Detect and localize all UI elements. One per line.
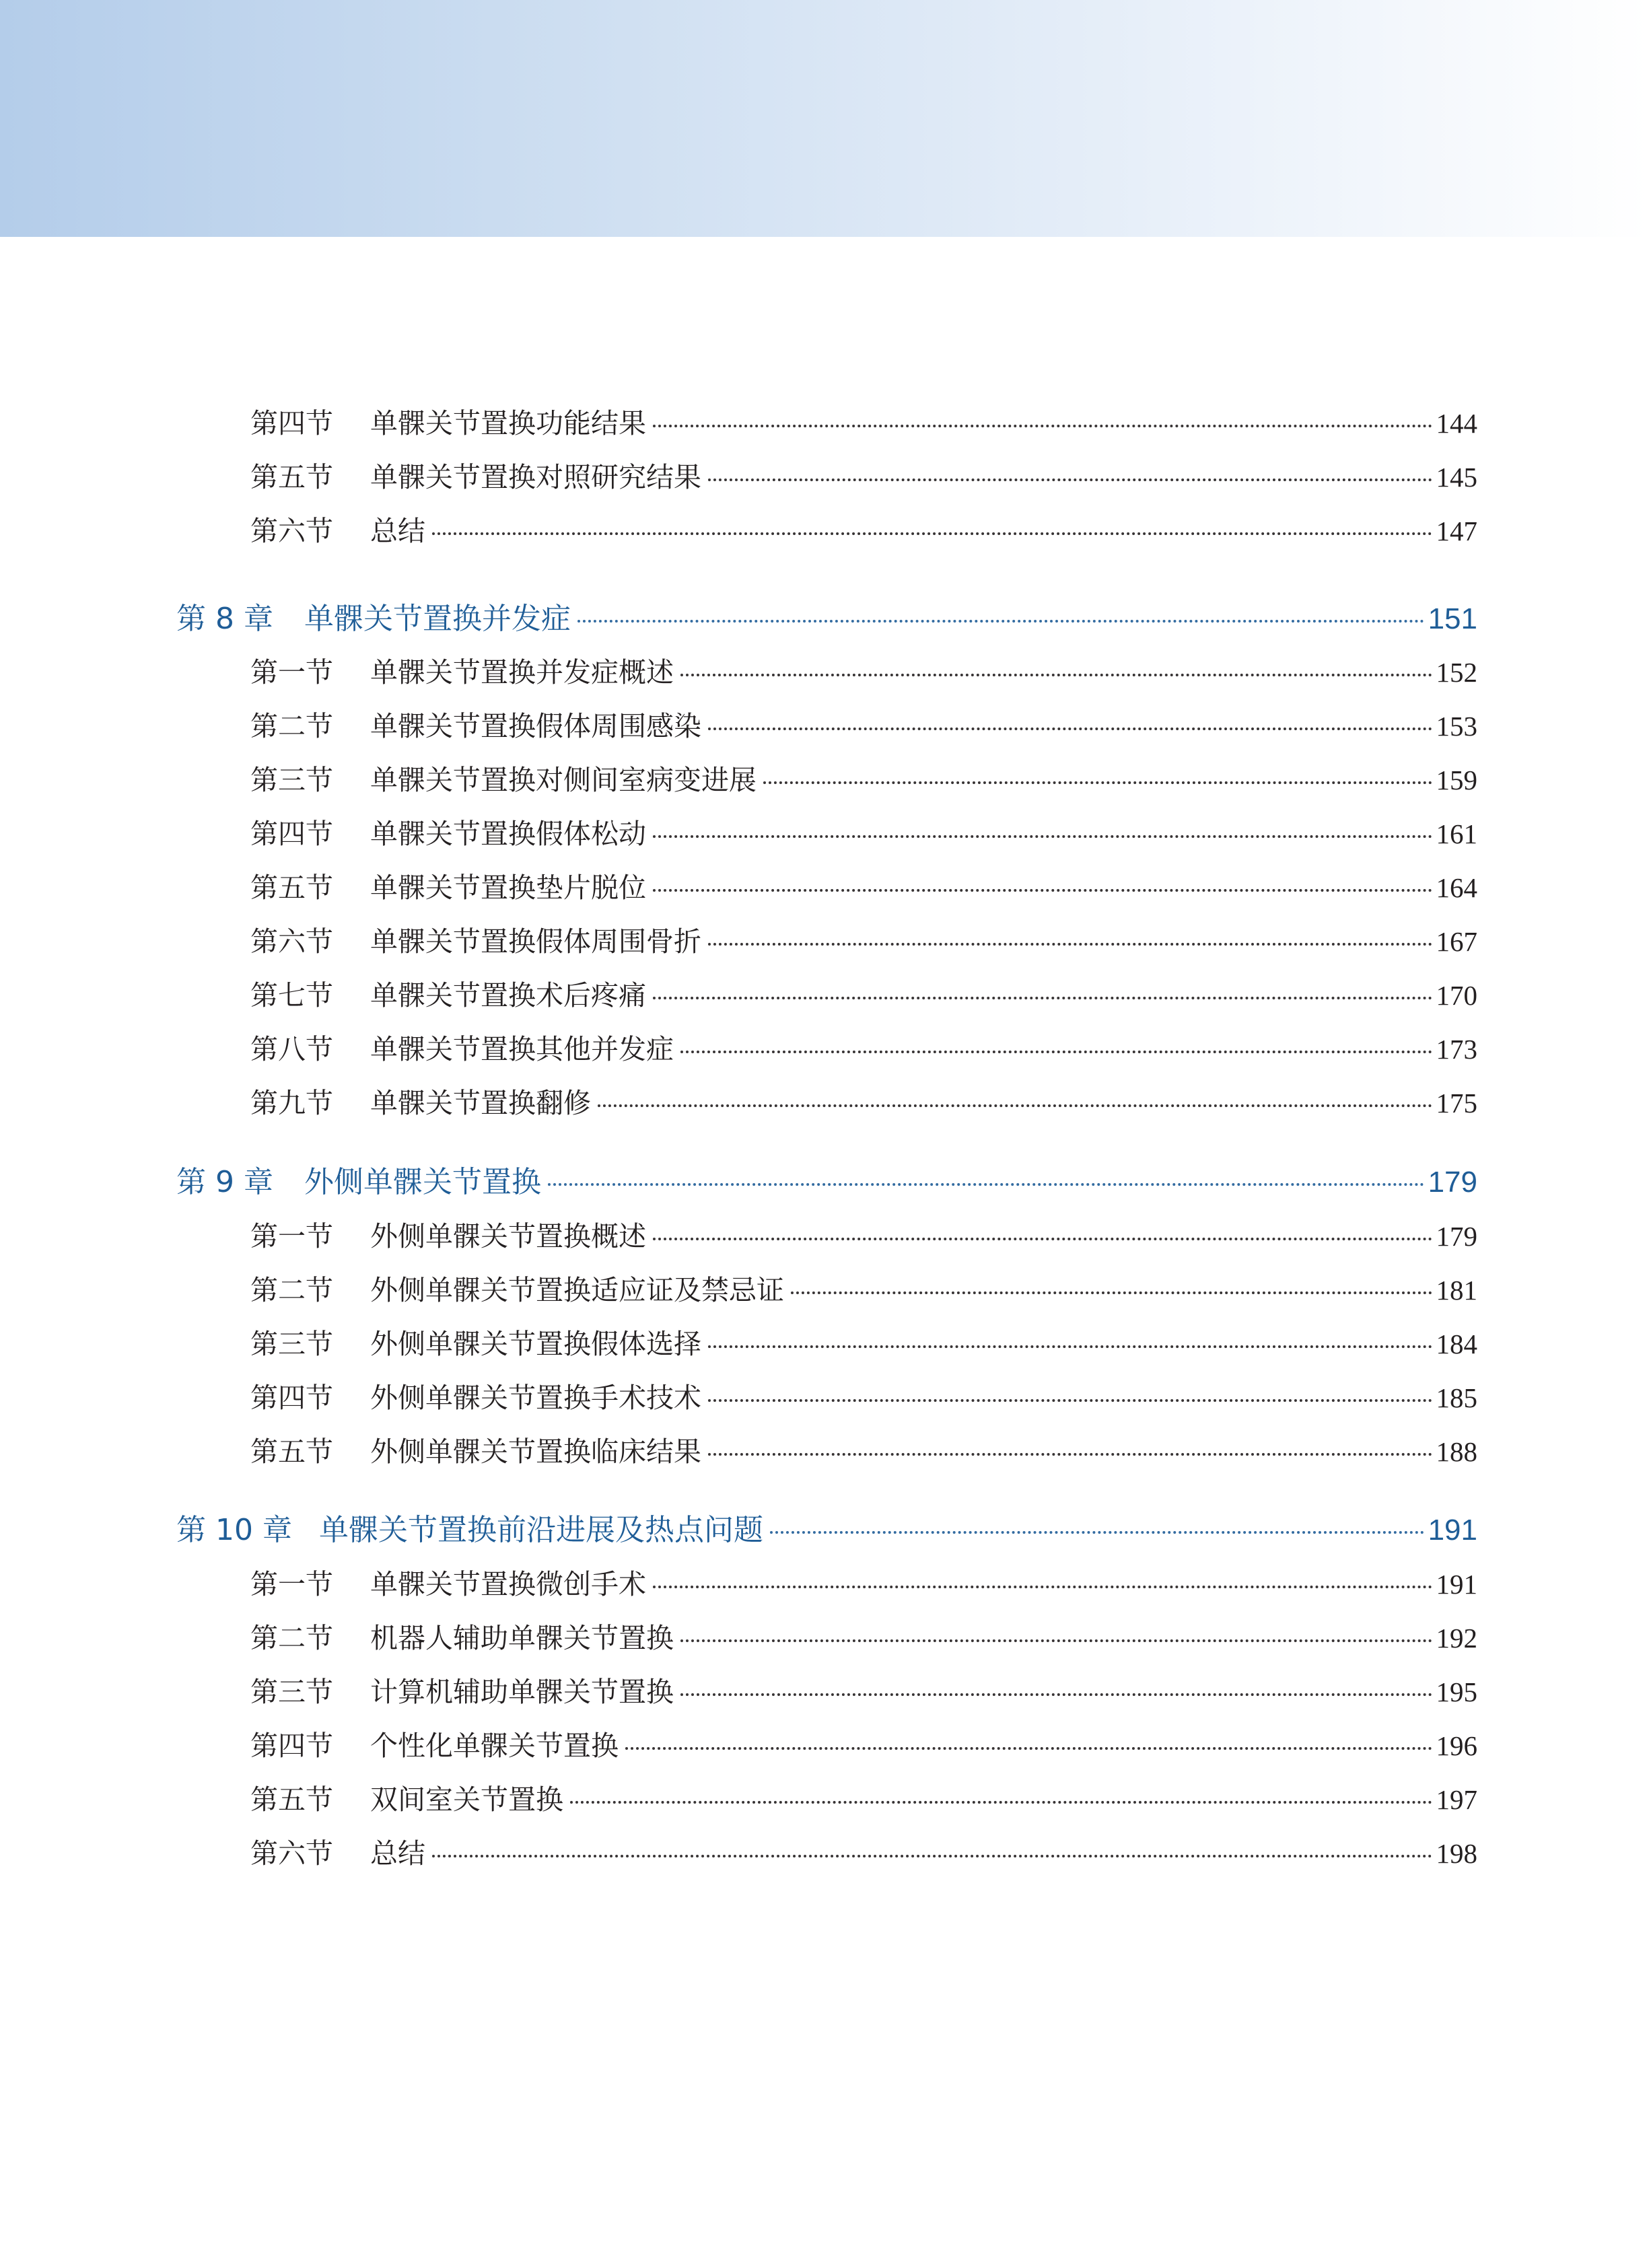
section-title: 单髁关节置换翻修: [370, 1087, 591, 1119]
section-number: 第一节: [250, 1568, 333, 1600]
toc-entry-ch8-sec6[interactable]: [250, 919, 1477, 959]
page-number: 151: [1428, 602, 1477, 635]
section-number: 第五节: [250, 461, 333, 493]
dot-leader: [680, 674, 1432, 676]
dot-leader: [570, 1801, 1432, 1804]
dot-leader: [653, 835, 1432, 838]
section-title: 总结: [370, 515, 425, 547]
toc-entry-chapter-9[interactable]: [176, 1158, 1477, 1201]
page-number: 197: [1436, 1784, 1477, 1815]
chapter-title: 单髁关节置换并发症: [304, 602, 571, 636]
toc-entry-ch9-sec5[interactable]: [250, 1429, 1477, 1469]
dot-leader: [791, 1291, 1432, 1294]
page-number: 164: [1436, 872, 1477, 903]
chapter-number: 第 8 章: [176, 602, 273, 636]
toc-entry-ch10-sec6[interactable]: [250, 1831, 1477, 1871]
dot-leader: [598, 1104, 1432, 1107]
section-title: 双间室关节置换: [370, 1783, 563, 1816]
page-number: 191: [1436, 1569, 1477, 1600]
dot-leader: [680, 1693, 1432, 1696]
section-number: 第二节: [250, 1622, 333, 1654]
dot-leader: [432, 532, 1432, 535]
section-number: 第五节: [250, 1783, 333, 1816]
page-number: 192: [1436, 1623, 1477, 1654]
dot-leader: [653, 1586, 1432, 1588]
page-number: 181: [1436, 1275, 1477, 1306]
dot-leader: [708, 479, 1432, 481]
section-number: 第六节: [250, 515, 333, 547]
dot-leader: [680, 1051, 1432, 1053]
section-title: 外侧单髁关节置换假体选择: [370, 1328, 701, 1360]
dot-leader: [653, 889, 1432, 892]
section-number: 第七节: [250, 979, 333, 1012]
dot-leader: [708, 728, 1432, 730]
section-title: 外侧单髁关节置换适应证及禁忌证: [370, 1274, 784, 1306]
page-number: 145: [1436, 462, 1477, 493]
toc-entry-ch10-sec4[interactable]: [250, 1724, 1477, 1763]
toc-entry-ch8-sec1[interactable]: [250, 650, 1477, 690]
page-number: 147: [1436, 516, 1477, 546]
dot-leader: [625, 1747, 1432, 1750]
section-title: 外侧单髁关节置换临床结果: [370, 1436, 701, 1468]
dot-leader: [708, 943, 1432, 946]
toc-entry-ch8-sec7[interactable]: [250, 973, 1477, 1013]
page-number: 184: [1436, 1328, 1477, 1359]
section-number: 第一节: [250, 1220, 333, 1252]
section-number: 第二节: [250, 1274, 333, 1306]
toc-entry-ch10-sec3[interactable]: [250, 1670, 1477, 1709]
page-number: 185: [1436, 1382, 1477, 1413]
toc-entry-ch10-sec5[interactable]: [250, 1777, 1477, 1817]
page-number: 179: [1428, 1166, 1477, 1199]
toc-entry-ch9-sec1[interactable]: [250, 1214, 1477, 1254]
page-number: 179: [1436, 1221, 1477, 1252]
section-title: 外侧单髁关节置换手术技术: [370, 1382, 701, 1414]
section-number: 第二节: [250, 710, 333, 742]
page-number: 170: [1436, 980, 1477, 1011]
page-number: 188: [1436, 1436, 1477, 1467]
page-number: 152: [1436, 657, 1477, 688]
dot-leader: [708, 1345, 1432, 1348]
toc-entry-ch10-sec1[interactable]: [250, 1562, 1477, 1602]
section-title: 单髁关节置换术后疼痛: [370, 979, 646, 1012]
dot-leader: [548, 1183, 1424, 1186]
dot-leader: [708, 1453, 1432, 1456]
section-title: 单髁关节置换假体周围骨折: [370, 925, 701, 958]
section-title: 机器人辅助单髁关节置换: [370, 1622, 674, 1654]
toc-entry-ch7-sec4[interactable]: [250, 401, 1477, 441]
section-number: 第五节: [250, 872, 333, 904]
section-number: 第三节: [250, 1328, 333, 1360]
page-number: 144: [1436, 408, 1477, 439]
dot-leader: [432, 1855, 1432, 1857]
page-number: 196: [1436, 1730, 1477, 1761]
page-number: 195: [1436, 1676, 1477, 1707]
toc-entry-ch9-sec3[interactable]: [250, 1322, 1477, 1361]
dot-leader: [653, 1238, 1432, 1240]
section-number: 第四节: [250, 1730, 333, 1762]
toc-entry-chapter-8[interactable]: [176, 594, 1477, 637]
section-number: 第四节: [250, 1382, 333, 1414]
toc-entry-chapter-10[interactable]: [176, 1505, 1477, 1549]
toc-entry-ch8-sec2[interactable]: [250, 704, 1477, 744]
page-number: 198: [1436, 1838, 1477, 1869]
page-number: 167: [1436, 926, 1477, 957]
chapter-number: 第 9 章: [176, 1165, 273, 1199]
dot-leader: [577, 620, 1424, 623]
section-title: 个性化单髁关节置换: [370, 1730, 619, 1762]
page-number: 153: [1436, 711, 1477, 742]
toc-entry-ch9-sec2[interactable]: [250, 1268, 1477, 1308]
section-title: 单髁关节置换对照研究结果: [370, 461, 701, 493]
toc-entry-ch8-sec9[interactable]: [250, 1081, 1477, 1121]
dot-leader: [708, 1399, 1432, 1402]
chapter-number: 第 10 章: [176, 1513, 292, 1547]
page-number: 159: [1436, 765, 1477, 795]
section-title: 总结: [370, 1837, 425, 1870]
section-title: 单髁关节置换假体松动: [370, 818, 646, 850]
section-title: 计算机辅助单髁关节置换: [370, 1676, 674, 1708]
section-number: 第四节: [250, 407, 333, 439]
dot-leader: [653, 997, 1432, 999]
toc-entry-ch8-sec5[interactable]: [250, 865, 1477, 905]
section-title: 单髁关节置换功能结果: [370, 407, 646, 439]
section-title: 单髁关节置换假体周围感染: [370, 710, 701, 742]
section-number: 第四节: [250, 818, 333, 850]
toc-entry-ch8-sec3[interactable]: [250, 758, 1477, 798]
toc-entry-ch7-sec6[interactable]: [250, 509, 1477, 548]
chapter-title: 外侧单髁关节置换: [304, 1165, 541, 1199]
section-number: 第三节: [250, 764, 333, 796]
toc-entry-ch7-sec5[interactable]: [250, 455, 1477, 495]
dot-leader: [680, 1639, 1432, 1642]
toc-entry-ch8-sec4[interactable]: [250, 812, 1477, 851]
section-title: 单髁关节置换垫片脱位: [370, 872, 646, 904]
section-title: 单髁关节置换其他并发症: [370, 1033, 674, 1065]
page-number: 191: [1428, 1514, 1477, 1547]
dot-leader: [653, 425, 1432, 427]
section-number: 第六节: [250, 1837, 333, 1870]
section-number: 第五节: [250, 1436, 333, 1468]
toc-entry-ch8-sec8[interactable]: [250, 1027, 1477, 1067]
page-number: 161: [1436, 818, 1477, 849]
page-number: 173: [1436, 1034, 1477, 1065]
section-number: 第九节: [250, 1087, 333, 1119]
section-title: 单髁关节置换对侧间室病变进展: [370, 764, 757, 796]
page-number: 175: [1436, 1088, 1477, 1119]
dot-leader: [770, 1531, 1424, 1534]
chapter-title: 单髁关节置换前沿进展及热点问题: [319, 1513, 763, 1547]
section-number: 第三节: [250, 1676, 333, 1708]
section-number: 第六节: [250, 925, 333, 958]
dot-leader: [763, 781, 1432, 784]
section-title: 单髁关节置换并发症概述: [370, 656, 674, 688]
section-title: 单髁关节置换微创手术: [370, 1568, 646, 1600]
section-number: 第八节: [250, 1033, 333, 1065]
toc-entry-ch9-sec4[interactable]: [250, 1376, 1477, 1415]
toc-entry-ch10-sec2[interactable]: [250, 1616, 1477, 1656]
section-number: 第一节: [250, 656, 333, 688]
section-title: 外侧单髁关节置换概述: [370, 1220, 646, 1252]
